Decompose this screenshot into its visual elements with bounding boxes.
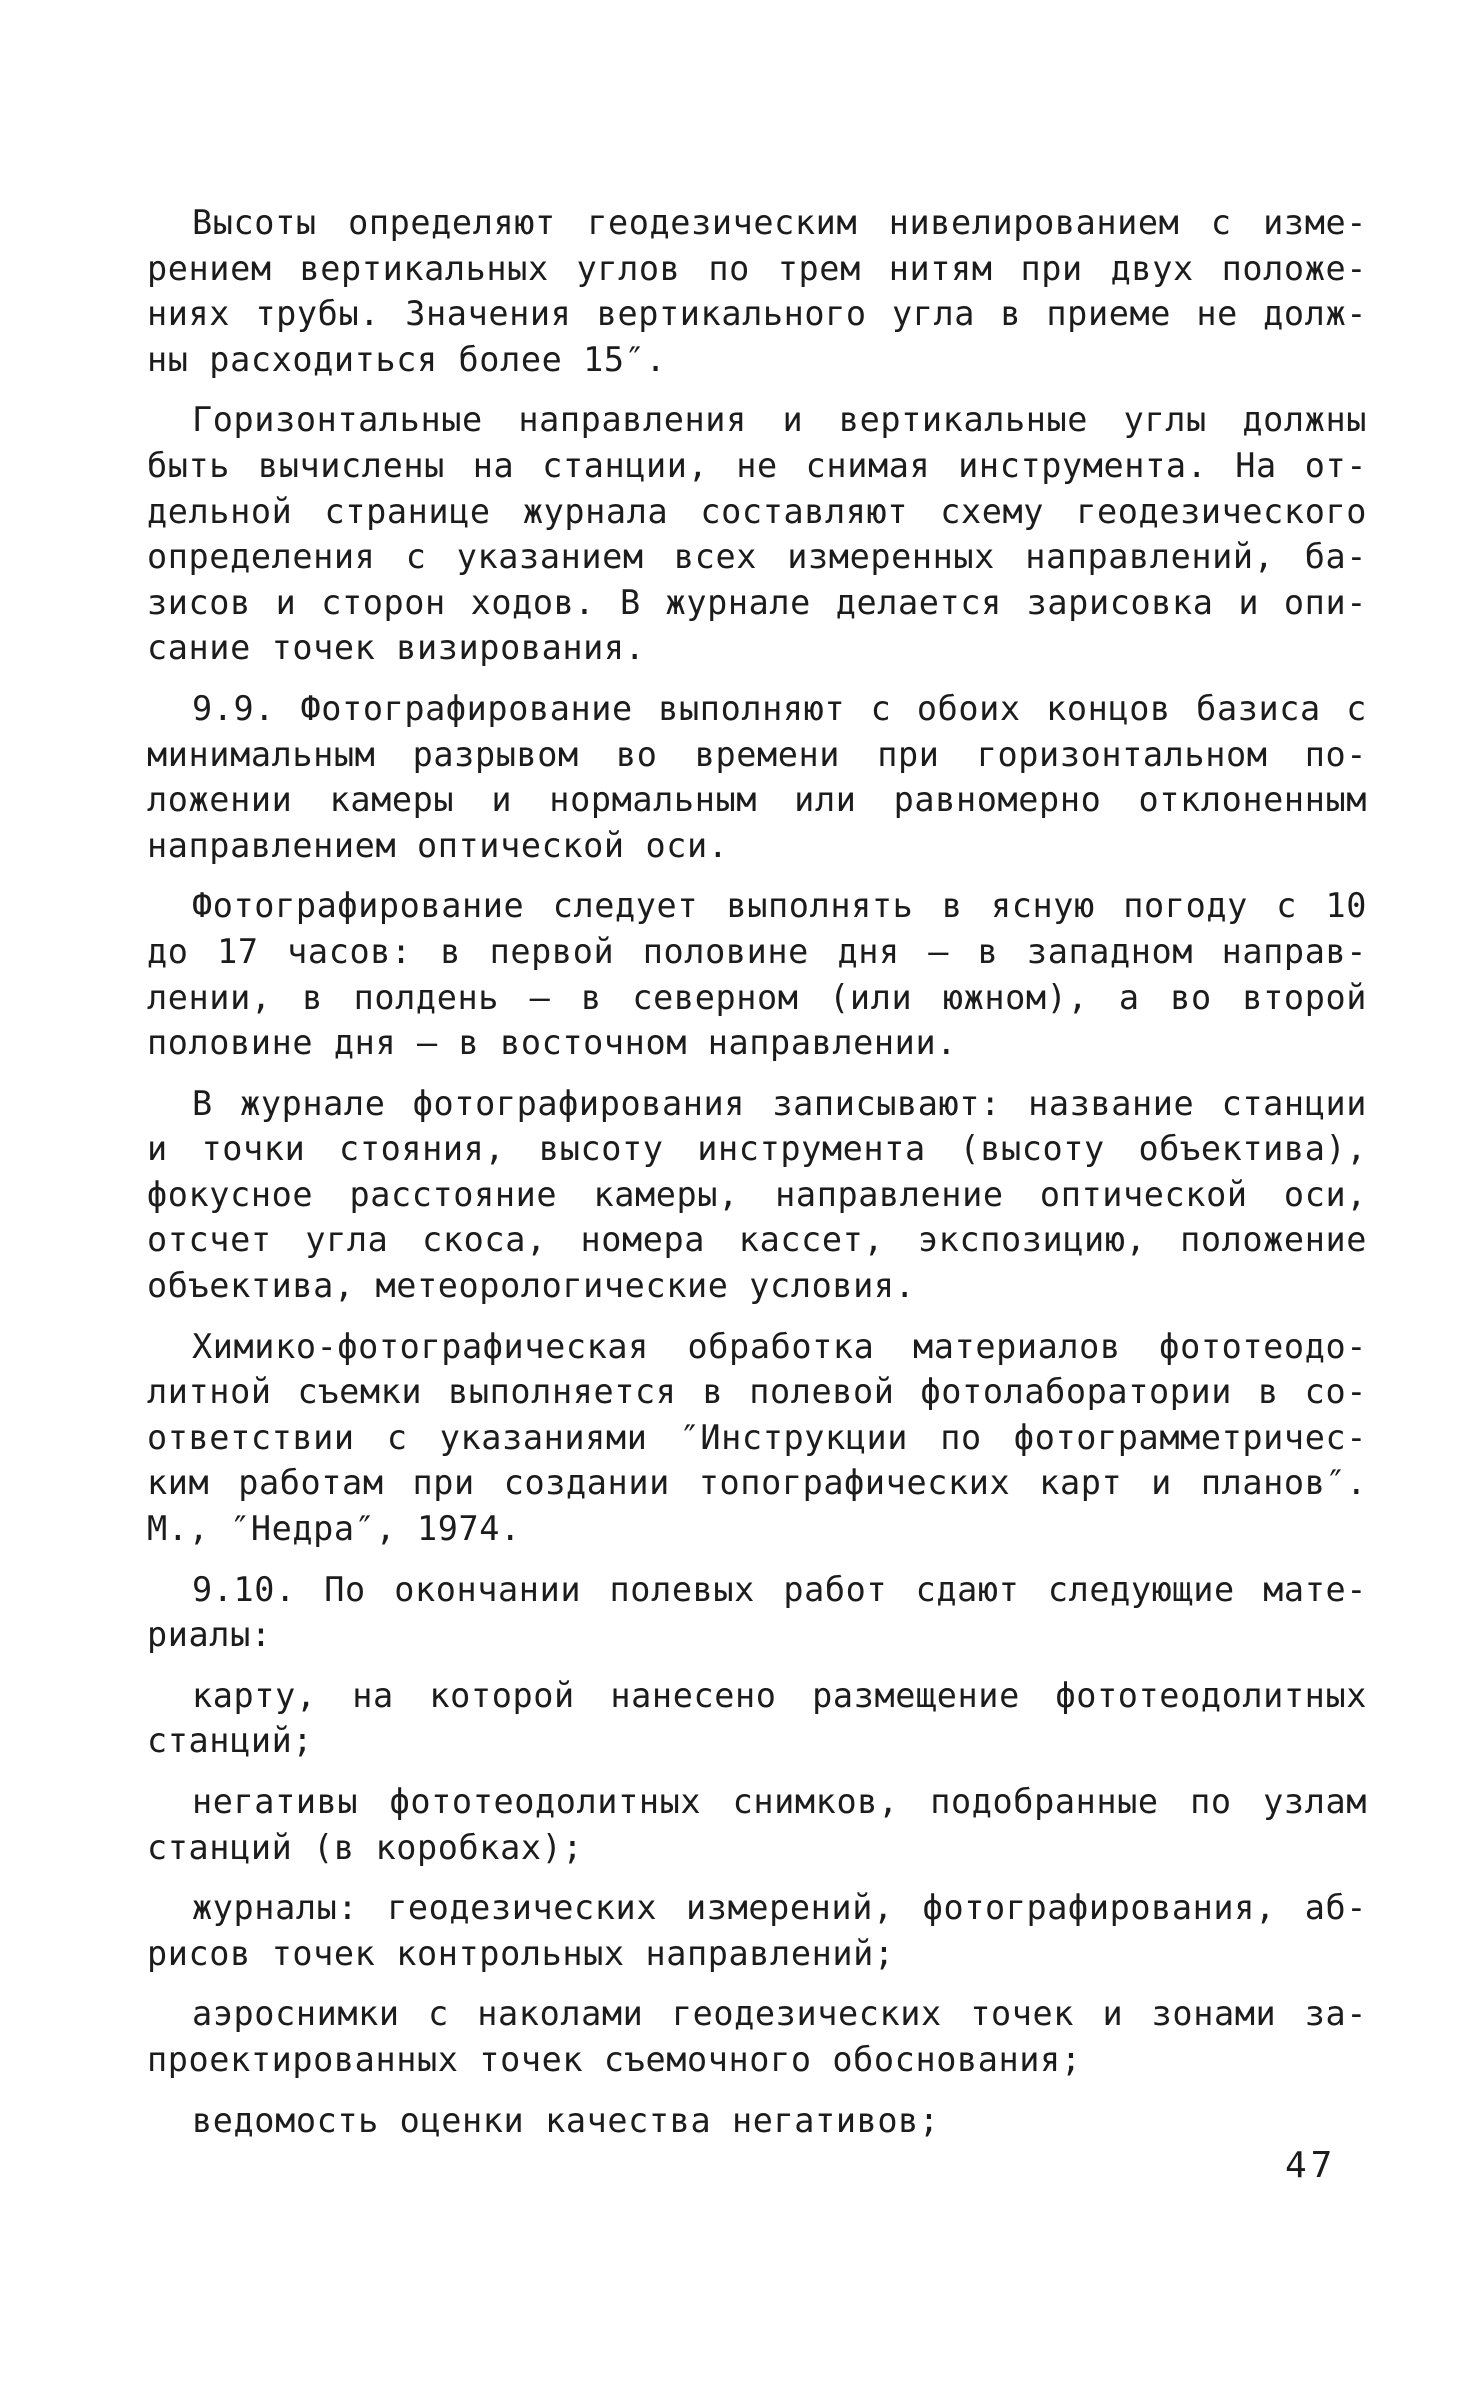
list-item — [147, 1885, 1367, 1976]
text-line: Высоты определяют геодезическим нивелированием с изме- — [192, 203, 1367, 242]
text-line: до 17 часов: в первой половине дня – в западном направ- — [147, 931, 1367, 971]
paragraph — [147, 883, 1367, 1065]
text-line: фокусное расстояние камеры, направление оптической оси, — [147, 1174, 1367, 1214]
page-number: 47 — [1285, 2145, 1337, 2186]
text-line: 9.9. Фотографирование выполняют с обоих концов базиса с — [192, 688, 1367, 728]
text-line: дельной странице журнала составляют схему геодезического — [147, 491, 1367, 531]
list-item — [147, 1779, 1367, 1870]
list-item — [147, 1673, 1367, 1764]
text-line: направлением оптической оси. — [147, 825, 729, 865]
text-line: проектированных точек съемочного обоснования; — [147, 2039, 1082, 2079]
text-line: Горизонтальные направления и вертикальные углы должны — [192, 400, 1367, 440]
text-line: ниях трубы. Значения вертикального угла в приеме не долж- — [147, 294, 1367, 334]
text-line: определения с указанием всех измеренных направлений, ба- — [147, 537, 1367, 577]
text-line: негативы фототеодолитных снимков, подобранные по узлам — [192, 1782, 1367, 1821]
list-item — [147, 1991, 1367, 2082]
paragraph — [147, 686, 1367, 868]
text-line: отсчет угла скоса, номера кассет, экспозицию, положение — [147, 1220, 1367, 1260]
text-line: литной съемки выполняется в полевой фотолаборатории в со- — [147, 1372, 1367, 1412]
text-line: половине дня – в восточном направлении. — [147, 1023, 957, 1063]
text-line: станций (в коробках); — [147, 1827, 584, 1867]
paragraph — [147, 397, 1367, 671]
text-line: Фотографирование следует выполнять в ясную погоду с 10 — [192, 886, 1367, 926]
text-line: объектива, метеорологические условия. — [147, 1266, 916, 1306]
paragraph — [147, 1324, 1367, 1552]
text-line: карту, на которой нанесено размещение фототеодолитных — [192, 1675, 1367, 1715]
text-line: рисов точек контрольных направлений; — [147, 1933, 895, 1973]
text-line: В журнале фотографирования записывают: название станции — [192, 1083, 1367, 1123]
text-line: М., ″Недра″, 1974. — [147, 1509, 521, 1549]
text-line: ны расходиться более 15″. — [147, 339, 667, 379]
text-line: ведомость оценки качества негативов; — [192, 2100, 940, 2140]
text-line: лении, в полдень – в северном (или южном), а во второй — [147, 977, 1367, 1017]
list-item — [147, 2098, 1367, 2144]
text-line: ответствии с указаниями ″Инструкции по фотограмметричес- — [147, 1417, 1367, 1457]
text-line: зисов и сторон ходов. В журнале делается зарисовка и опи- — [147, 582, 1367, 622]
text-line: ким работам при создании топографических карт и планов″. — [147, 1463, 1367, 1503]
text-line: аэроснимки с наколами геодезических точек и зонами за- — [192, 1994, 1367, 2034]
text-line: рением вертикальных углов по трем нитям при двух положе- — [147, 248, 1367, 288]
text-line: риалы: — [147, 1615, 272, 1655]
text-line: сание точек визирования. — [147, 628, 646, 668]
text-line: быть вычислены на станции, не снимая инструмента. На от- — [147, 445, 1367, 485]
text-line: станций; — [147, 1721, 314, 1761]
text-line: минимальным разрывом во времени при горизонтальном по- — [147, 734, 1367, 774]
text-line: ложении камеры и нормальным или равномерно отклоненным — [147, 780, 1367, 820]
text-line: журналы: геодезических измерений, фотографирования, аб- — [192, 1888, 1367, 1928]
text-line: Химико-фотографическая обработка материалов фототеодо- — [192, 1326, 1367, 1366]
body-text — [147, 200, 1367, 2158]
paragraph — [147, 1081, 1367, 1309]
text-line: 9.10. По окончании полевых работ сдают следующие мате- — [192, 1569, 1367, 1609]
text-line: и точки стояния, высоту инструмента (высоту объектива), — [147, 1129, 1367, 1169]
paragraph — [147, 1567, 1367, 1658]
paragraph — [147, 200, 1367, 382]
